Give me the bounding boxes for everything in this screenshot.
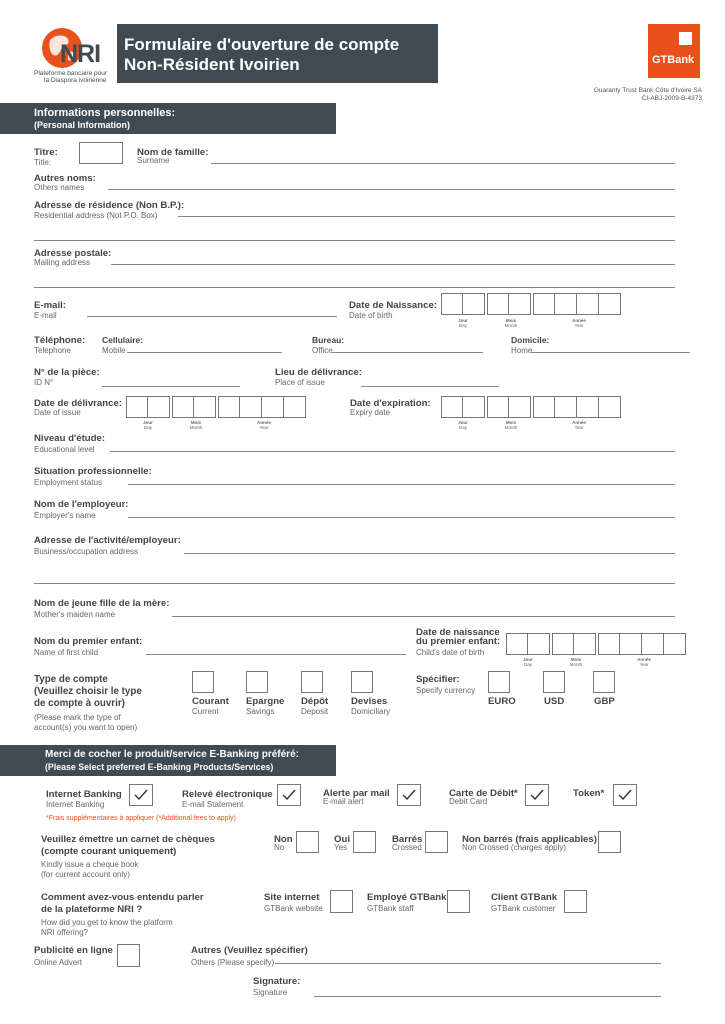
education-field[interactable] xyxy=(110,451,675,452)
currency-gbp-checkbox[interactable] xyxy=(593,671,615,693)
internet-banking-label: Internet Banking xyxy=(46,789,122,800)
currency-gbp-label: GBP xyxy=(594,696,615,707)
account-deposit-checkbox[interactable] xyxy=(301,671,323,693)
online-advert-sublabel: Online Advert xyxy=(34,958,83,967)
business-address-field[interactable] xyxy=(184,553,675,554)
account-savings-sublabel: Savings xyxy=(246,707,275,716)
child-dob-month-label: Mois Month xyxy=(569,657,583,667)
home-sublabel: Home xyxy=(511,346,533,355)
ebanking-section-subtitle: (Please Select preferred E-Banking Products/Services) xyxy=(45,762,274,772)
currency-usd-checkbox[interactable] xyxy=(543,671,565,693)
cheque-yes-label: Oui xyxy=(334,834,350,845)
dob-month-label: Mois Month xyxy=(504,318,518,328)
heard-sublabel-2: NRI offering? xyxy=(41,928,88,937)
issue-date-field[interactable] xyxy=(126,396,306,418)
expiry-date-label: Date d'expiration: xyxy=(350,398,431,409)
signature-label: Signature: xyxy=(253,976,301,987)
mobile-label: Cellulaire: xyxy=(102,335,144,345)
child-dob-label-2: du premier enfant: xyxy=(416,636,501,647)
phone-label: Téléphone: xyxy=(34,335,86,346)
form-title-bar xyxy=(117,24,438,83)
residential-address-label: Adresse de résidence (Non B.P.): xyxy=(34,200,185,211)
employment-sublabel: Employment status xyxy=(34,478,103,487)
token-checkbox[interactable] xyxy=(613,784,637,806)
education-sublabel: Educational level xyxy=(34,445,95,454)
postal-address-label: Adresse postale: xyxy=(34,248,112,259)
source-website-checkbox[interactable] xyxy=(330,890,353,913)
currency-euro-label: EURO xyxy=(488,696,516,707)
email-label: E-mail: xyxy=(34,300,66,311)
issue-day-label: Jour Day xyxy=(143,420,153,430)
checkmark-icon xyxy=(617,788,633,802)
source-client-sublabel: GTBank customer xyxy=(491,904,556,913)
postal-address-field[interactable] xyxy=(111,264,675,265)
account-deposit-label: Dépôt xyxy=(301,696,329,707)
debit-card-sublabel: Debit Card xyxy=(449,797,488,806)
employment-field[interactable] xyxy=(128,484,675,485)
office-label: Bureau: xyxy=(312,335,345,345)
currency-usd-label: USD xyxy=(544,696,565,707)
checkmark-icon xyxy=(281,788,297,802)
surname-field[interactable] xyxy=(211,163,675,164)
email-field[interactable] xyxy=(87,316,337,317)
residential-address-sublabel: Residential address (Not P.O. Box) xyxy=(34,211,158,220)
mother-maiden-label: Nom de jeune fille de la mère: xyxy=(34,598,170,609)
cheque-book-sublabel-2: (for current account only) xyxy=(41,870,130,879)
gtbank-logo-text: GTBank xyxy=(652,54,695,66)
fees-note: *Frais supplémentaires à appliquer (*Additional fees to apply) xyxy=(46,815,236,822)
internet-banking-checkbox[interactable] xyxy=(129,784,153,806)
surname-label: Nom de famille: xyxy=(137,147,209,158)
logo-subtitle-2: la Diaspora ivoirienne xyxy=(44,77,107,84)
issue-year-label: Année Year xyxy=(257,420,271,430)
cheque-noncrossed-checkbox[interactable] xyxy=(598,831,621,853)
title-sublabel: Title: xyxy=(34,158,52,167)
email-sublabel: E-mail xyxy=(34,311,57,320)
cheque-book-label-1: Veuillez émettre un carnet de chèques xyxy=(41,834,215,845)
checkmark-icon xyxy=(529,788,545,802)
heard-label-1: Comment avez-vous entendu parler xyxy=(41,892,204,903)
account-domiciliary-checkbox[interactable] xyxy=(351,671,373,693)
child-dob-year-label: Année Year xyxy=(637,657,651,667)
currency-label: Spécifier: xyxy=(416,674,460,685)
residential-address-field-2[interactable] xyxy=(34,240,675,241)
postal-address-field-2[interactable] xyxy=(34,287,675,288)
employer-sublabel: Employer's name xyxy=(34,511,96,520)
mother-maiden-field[interactable] xyxy=(172,616,675,617)
home-field[interactable] xyxy=(531,352,690,353)
employment-label: Situation professionnelle: xyxy=(34,466,152,477)
cheque-crossed-label: Barrés xyxy=(392,834,423,845)
account-domiciliary-sublabel: Domiciliary xyxy=(351,707,391,716)
account-domiciliary-label: Devises xyxy=(351,696,388,707)
ebanking-section-title: Merci de cocher le produit/service E-Banking préféré: xyxy=(45,749,299,760)
dob-sublabel: Date of birth xyxy=(349,311,393,320)
internet-banking-sublabel: Internet Banking xyxy=(46,800,105,809)
source-client-checkbox[interactable] xyxy=(564,890,587,913)
heard-label-2: de la plateforme NRI ? xyxy=(41,904,143,915)
expiry-day-label: Jour Day xyxy=(458,420,468,430)
dob-label: Date de Naissance: xyxy=(349,300,437,311)
bank-name: Guaranty Trust Bank Côte d'Ivoire SA xyxy=(593,87,702,94)
online-advert-label: Publicité en ligne xyxy=(34,945,113,956)
email-statement-checkbox[interactable] xyxy=(277,784,301,806)
employer-field[interactable] xyxy=(128,517,675,518)
signature-field[interactable] xyxy=(314,996,661,997)
account-type-sublabel-2: account(s) you want to open) xyxy=(34,723,138,732)
cheque-crossed-sublabel: Crossed xyxy=(392,843,422,852)
place-label: Lieu de délivrance: xyxy=(275,367,362,378)
other-names-label: Autres noms: xyxy=(34,173,96,184)
account-type-label-2: (Veuillez choisir le type xyxy=(34,686,142,697)
cheque-noncrossed-sublabel: Non Crossed (charges apply) xyxy=(462,843,567,852)
business-address-sublabel: Business/occupation address xyxy=(34,547,139,556)
account-type-label-3: de compte à ouvrir) xyxy=(34,698,125,709)
email-alert-checkbox[interactable] xyxy=(397,784,421,806)
source-staff-checkbox[interactable] xyxy=(447,890,470,913)
email-alert-sublabel: E-mail alert xyxy=(323,797,364,806)
first-child-sublabel: Name of first child xyxy=(34,648,99,657)
title-field[interactable] xyxy=(79,142,123,164)
source-website-sublabel: GTBank website xyxy=(264,904,323,913)
cheque-no-checkbox[interactable] xyxy=(296,831,319,853)
child-dob-day-label: Jour Day xyxy=(523,657,533,667)
expiry-date-field[interactable] xyxy=(441,396,621,418)
id-label: N° de la pièce: xyxy=(34,367,100,378)
heard-sublabel-1: How did you get to know the platform xyxy=(41,918,173,927)
issue-date-label: Date de délivrance: xyxy=(34,398,122,409)
gtbank-logo xyxy=(648,24,700,78)
cheque-book-sublabel-1: Kindly issue a cheque book xyxy=(41,860,139,869)
dob-day-label: Jour Day xyxy=(458,318,468,328)
personal-section-title: Informations personnelles: xyxy=(34,107,176,119)
home-label: Domicile: xyxy=(511,335,550,345)
cheque-yes-sublabel: Yes xyxy=(334,843,348,852)
account-current-checkbox[interactable] xyxy=(192,671,214,693)
place-field[interactable] xyxy=(361,386,499,387)
cheque-yes-checkbox[interactable] xyxy=(353,831,376,853)
child-dob-label-1: Date de naissance xyxy=(416,627,500,638)
others-field[interactable] xyxy=(275,963,661,964)
source-client-label: Client GTBank xyxy=(491,892,558,903)
currency-euro-checkbox[interactable] xyxy=(488,671,510,693)
other-names-sublabel: Others names xyxy=(34,183,85,192)
debit-card-label: Carte de Débit* xyxy=(449,788,518,799)
child-dob-field[interactable] xyxy=(506,633,686,655)
email-statement-label: Relevé électronique xyxy=(182,789,273,800)
ebanking-section-bar xyxy=(0,745,336,776)
issue-date-sublabel: Date of issue xyxy=(34,408,81,417)
signature-sublabel: Signature xyxy=(253,988,288,997)
cheque-no-sublabel: No xyxy=(274,843,285,852)
mobile-field[interactable] xyxy=(127,352,282,353)
first-child-field[interactable] xyxy=(146,654,406,655)
expiry-year-label: Année Year xyxy=(572,420,586,430)
mother-maiden-sublabel: Mother's maiden name xyxy=(34,610,116,619)
account-savings-label: Epargne xyxy=(246,696,285,707)
cheque-book-label-2: (compte courant uniquement) xyxy=(41,846,177,857)
residential-address-field[interactable] xyxy=(178,216,675,217)
source-staff-label: Employé GTBank xyxy=(367,892,447,903)
account-type-label-1: Type de compte xyxy=(34,674,108,685)
education-label: Niveau d'étude: xyxy=(34,433,106,444)
checkmark-icon xyxy=(133,788,149,802)
account-current-label: Courant xyxy=(192,696,229,707)
issue-month-label: Mois Month xyxy=(189,420,203,430)
expiry-month-label: Mois Month xyxy=(504,420,518,430)
token-label: Token* xyxy=(573,788,605,799)
email-alert-label: Alerte par mail xyxy=(323,788,390,799)
expiry-date-sublabel: Expiry date xyxy=(350,408,391,417)
office-sublabel: Office xyxy=(312,346,333,355)
account-type-sublabel-1: (Please mark the type of xyxy=(34,713,121,722)
business-address-label: Adresse de l'activité/employeur: xyxy=(34,535,181,546)
employer-label: Nom de l'employeur: xyxy=(34,499,129,510)
nri-logo xyxy=(34,24,118,86)
phone-sublabel: Telephone xyxy=(34,346,71,355)
account-current-sublabel: Current xyxy=(192,707,219,716)
cheque-crossed-checkbox[interactable] xyxy=(425,831,448,853)
dob-field[interactable] xyxy=(441,293,621,315)
place-sublabel: Place of issue xyxy=(275,378,325,387)
checkmark-icon xyxy=(401,788,417,802)
currency-sublabel: Specify currency xyxy=(416,686,476,695)
account-deposit-sublabel: Deposit xyxy=(301,707,329,716)
others-sublabel: Others (Please specify) xyxy=(191,958,275,967)
account-savings-checkbox[interactable] xyxy=(246,671,268,693)
online-advert-checkbox[interactable] xyxy=(117,944,140,967)
email-statement-sublabel: E-mail Statement xyxy=(182,800,244,809)
source-staff-sublabel: GTBank staff xyxy=(367,904,414,913)
source-website-label: Site internet xyxy=(264,892,320,903)
form-title-line-2: Non-Résident Ivoirien xyxy=(124,55,300,74)
first-child-label: Nom du premier enfant: xyxy=(34,636,143,647)
child-dob-sublabel: Child's date of birth xyxy=(416,648,485,657)
gtbank-logo-square xyxy=(679,32,692,45)
mobile-sublabel: Mobile xyxy=(102,346,126,355)
bank-reference: CI-ABJ-2009-B-4373 xyxy=(641,95,702,102)
other-names-field[interactable] xyxy=(108,189,675,190)
surname-sublabel: Surname xyxy=(137,156,170,165)
office-field[interactable] xyxy=(332,352,483,353)
debit-card-checkbox[interactable] xyxy=(525,784,549,806)
title-label: Titre: xyxy=(34,147,58,158)
id-sublabel: ID N° xyxy=(34,378,54,387)
business-address-field-2[interactable] xyxy=(34,583,675,584)
personal-section-bar xyxy=(0,103,336,134)
personal-section-subtitle: (Personal Information) xyxy=(34,120,131,130)
dob-year-label: Année Year xyxy=(572,318,586,328)
id-field[interactable] xyxy=(102,386,240,387)
postal-address-sublabel: Mailing address xyxy=(34,258,91,267)
logo-text: NRI xyxy=(60,40,101,68)
form-title-line-1: Formulaire d'ouverture de compte xyxy=(124,35,400,54)
cheque-no-label: Non xyxy=(274,834,293,845)
cheque-noncrossed-label: Non barrés (frais applicables) xyxy=(462,834,597,845)
others-label: Autres (Veuillez spécifier) xyxy=(191,945,308,956)
logo-subtitle-1: Plateforme bancaire pour xyxy=(34,70,107,77)
